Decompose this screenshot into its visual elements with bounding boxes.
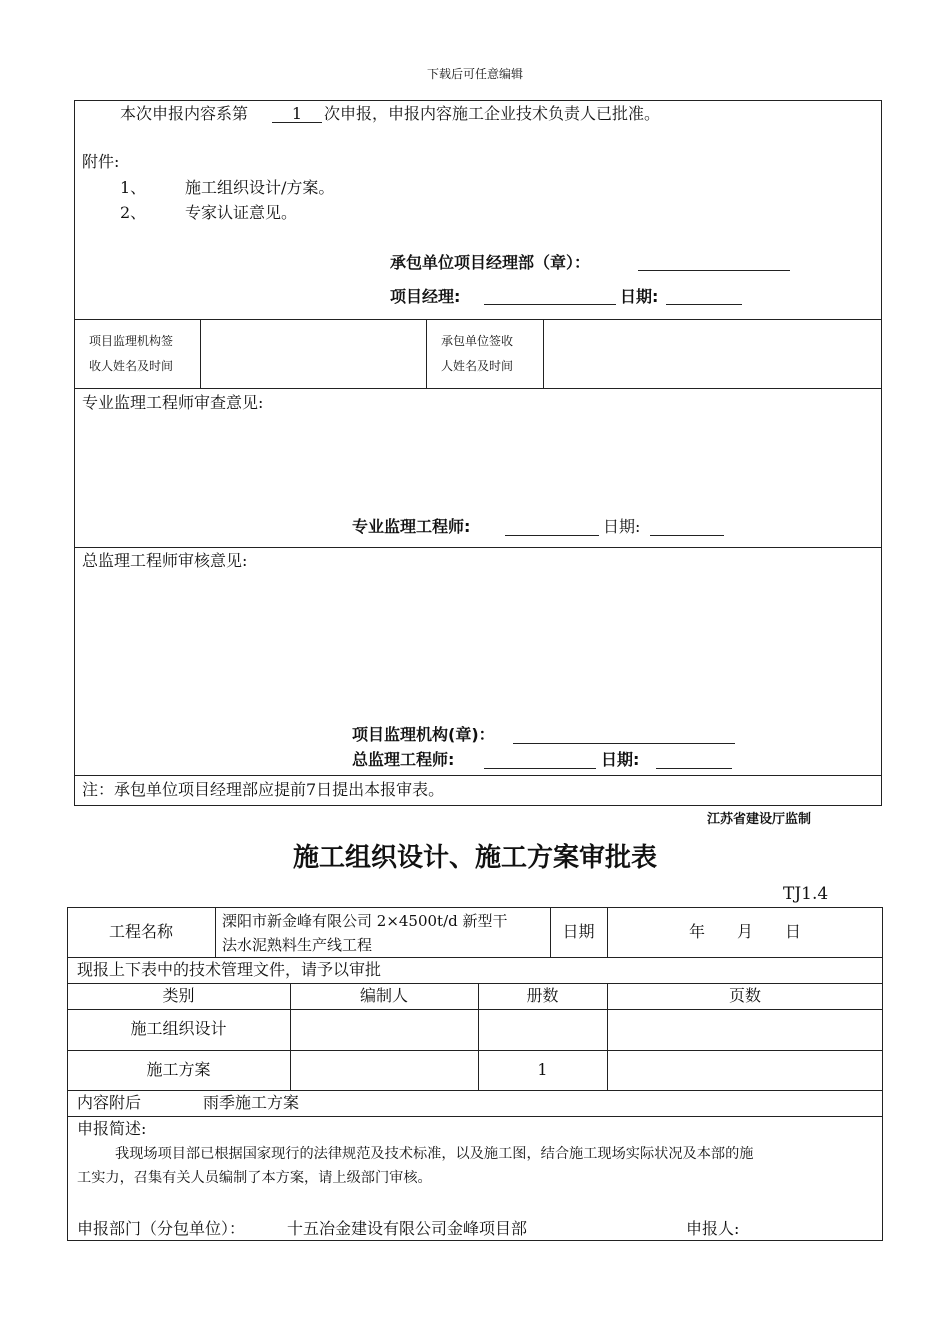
col-header-category: 类别 xyxy=(162,986,195,1005)
attachment-item: 施工组织设计/方案。 xyxy=(185,178,335,197)
form-title: 施工组织设计、施工方案审批表 xyxy=(292,843,657,873)
date-label: 日期 xyxy=(562,922,595,941)
contractor-receipt-field[interactable] xyxy=(545,321,880,386)
attachment-num: 2、 xyxy=(120,203,147,222)
engineer-date-field[interactable] xyxy=(650,535,724,536)
col-header-author: 编制人 xyxy=(359,986,408,1005)
reporter-label: 申报人: xyxy=(686,1219,740,1238)
report-suffix: 次申报，申报内容施工企业技术负责人已批准。 xyxy=(324,104,661,123)
engineer-sign-label: 专业监理工程师: xyxy=(352,517,471,536)
supervisor-receipt-label: 项目监理机构签 xyxy=(89,334,174,348)
attachment-label: 内容附后 xyxy=(77,1093,142,1112)
engineer-opinion-label: 专业监理工程师审查意见: xyxy=(82,393,264,412)
pm-date-label: 日期: xyxy=(620,287,659,306)
supervisor-receipt-label: 收人姓名及时间 xyxy=(89,359,174,373)
table-cell-category: 施工组织设计 xyxy=(130,1019,227,1038)
date-value[interactable]: 年 月 日 xyxy=(688,922,801,941)
chief-date-label: 日期: xyxy=(601,750,640,769)
request-text: 现报上下表中的技术管理文件，请予以审批 xyxy=(77,960,382,979)
col-header-volumes: 册数 xyxy=(526,986,559,1005)
engineer-sign-field[interactable] xyxy=(505,535,599,536)
engineer-date-label: 日期: xyxy=(603,517,641,536)
engineer-opinion-field[interactable] xyxy=(80,418,876,508)
attachment-value: 雨季施工方案 xyxy=(203,1093,300,1112)
report-count: 1 xyxy=(291,104,303,123)
chief-date-field[interactable] xyxy=(656,768,732,769)
attachment-num: 1、 xyxy=(120,178,147,197)
summary-label: 申报简述: xyxy=(77,1119,147,1138)
project-name-value: 法水泥熟料生产线工程 xyxy=(222,936,373,954)
project-name-label: 工程名称 xyxy=(108,922,173,941)
attachment-item: 专家认证意见。 xyxy=(185,203,298,222)
table-cell-category: 施工方案 xyxy=(146,1060,211,1079)
contractor-receipt-label: 人姓名及时间 xyxy=(441,359,514,373)
supervision-org-label: 项目监理机构(章)： xyxy=(352,725,495,744)
header-note: 下载后可任意编辑 xyxy=(426,67,523,81)
chief-sign-field[interactable] xyxy=(484,768,596,769)
form-note: 注：承包单位项目经理部应提前7日提出本报审表。 xyxy=(82,780,445,799)
report-prefix: 本次申报内容系第 xyxy=(120,104,249,123)
contractor-receipt-label: 承包单位签收 xyxy=(441,334,514,348)
pm-label: 项目经理: xyxy=(390,287,461,306)
dept-label: 申报部门（分包单位）： xyxy=(77,1219,246,1238)
chief-sign-label: 总监理工程师: xyxy=(352,750,455,769)
issuer-label: 江苏省建设厅监制 xyxy=(707,812,812,827)
chief-opinion-label: 总监理工程师审核意见: xyxy=(82,551,248,570)
form-code: TJ1.4 xyxy=(783,884,829,904)
pm-date-field[interactable] xyxy=(666,304,742,305)
pm-field[interactable] xyxy=(484,304,616,305)
attachments-label: 附件: xyxy=(82,152,120,171)
dept-value: 十五冶金建设有限公司金峰项目部 xyxy=(287,1219,528,1238)
reporter-field[interactable] xyxy=(750,1216,878,1238)
col-header-pages: 页数 xyxy=(728,986,761,1005)
contractor-dept-field[interactable] xyxy=(638,270,790,271)
supervision-org-field[interactable] xyxy=(513,743,735,744)
summary-text: 工实力，召集有关人员编制了本方案，请上级部门审核。 xyxy=(77,1170,432,1186)
contractor-dept-label: 承包单位项目经理部（章）： xyxy=(390,253,591,272)
project-name-value: 溧阳市新金峰有限公司 2×4500t/d 新型干 xyxy=(222,912,508,930)
summary-text: 我现场项目部已根据国家现行的法律规范及技术标准，以及施工图，结合施工现场实际状况及本部的施 xyxy=(115,1146,754,1162)
table-cell-volumes[interactable]: 1 xyxy=(537,1060,548,1079)
supervisor-receipt-field[interactable] xyxy=(202,321,424,386)
chief-opinion-field[interactable] xyxy=(80,576,876,716)
